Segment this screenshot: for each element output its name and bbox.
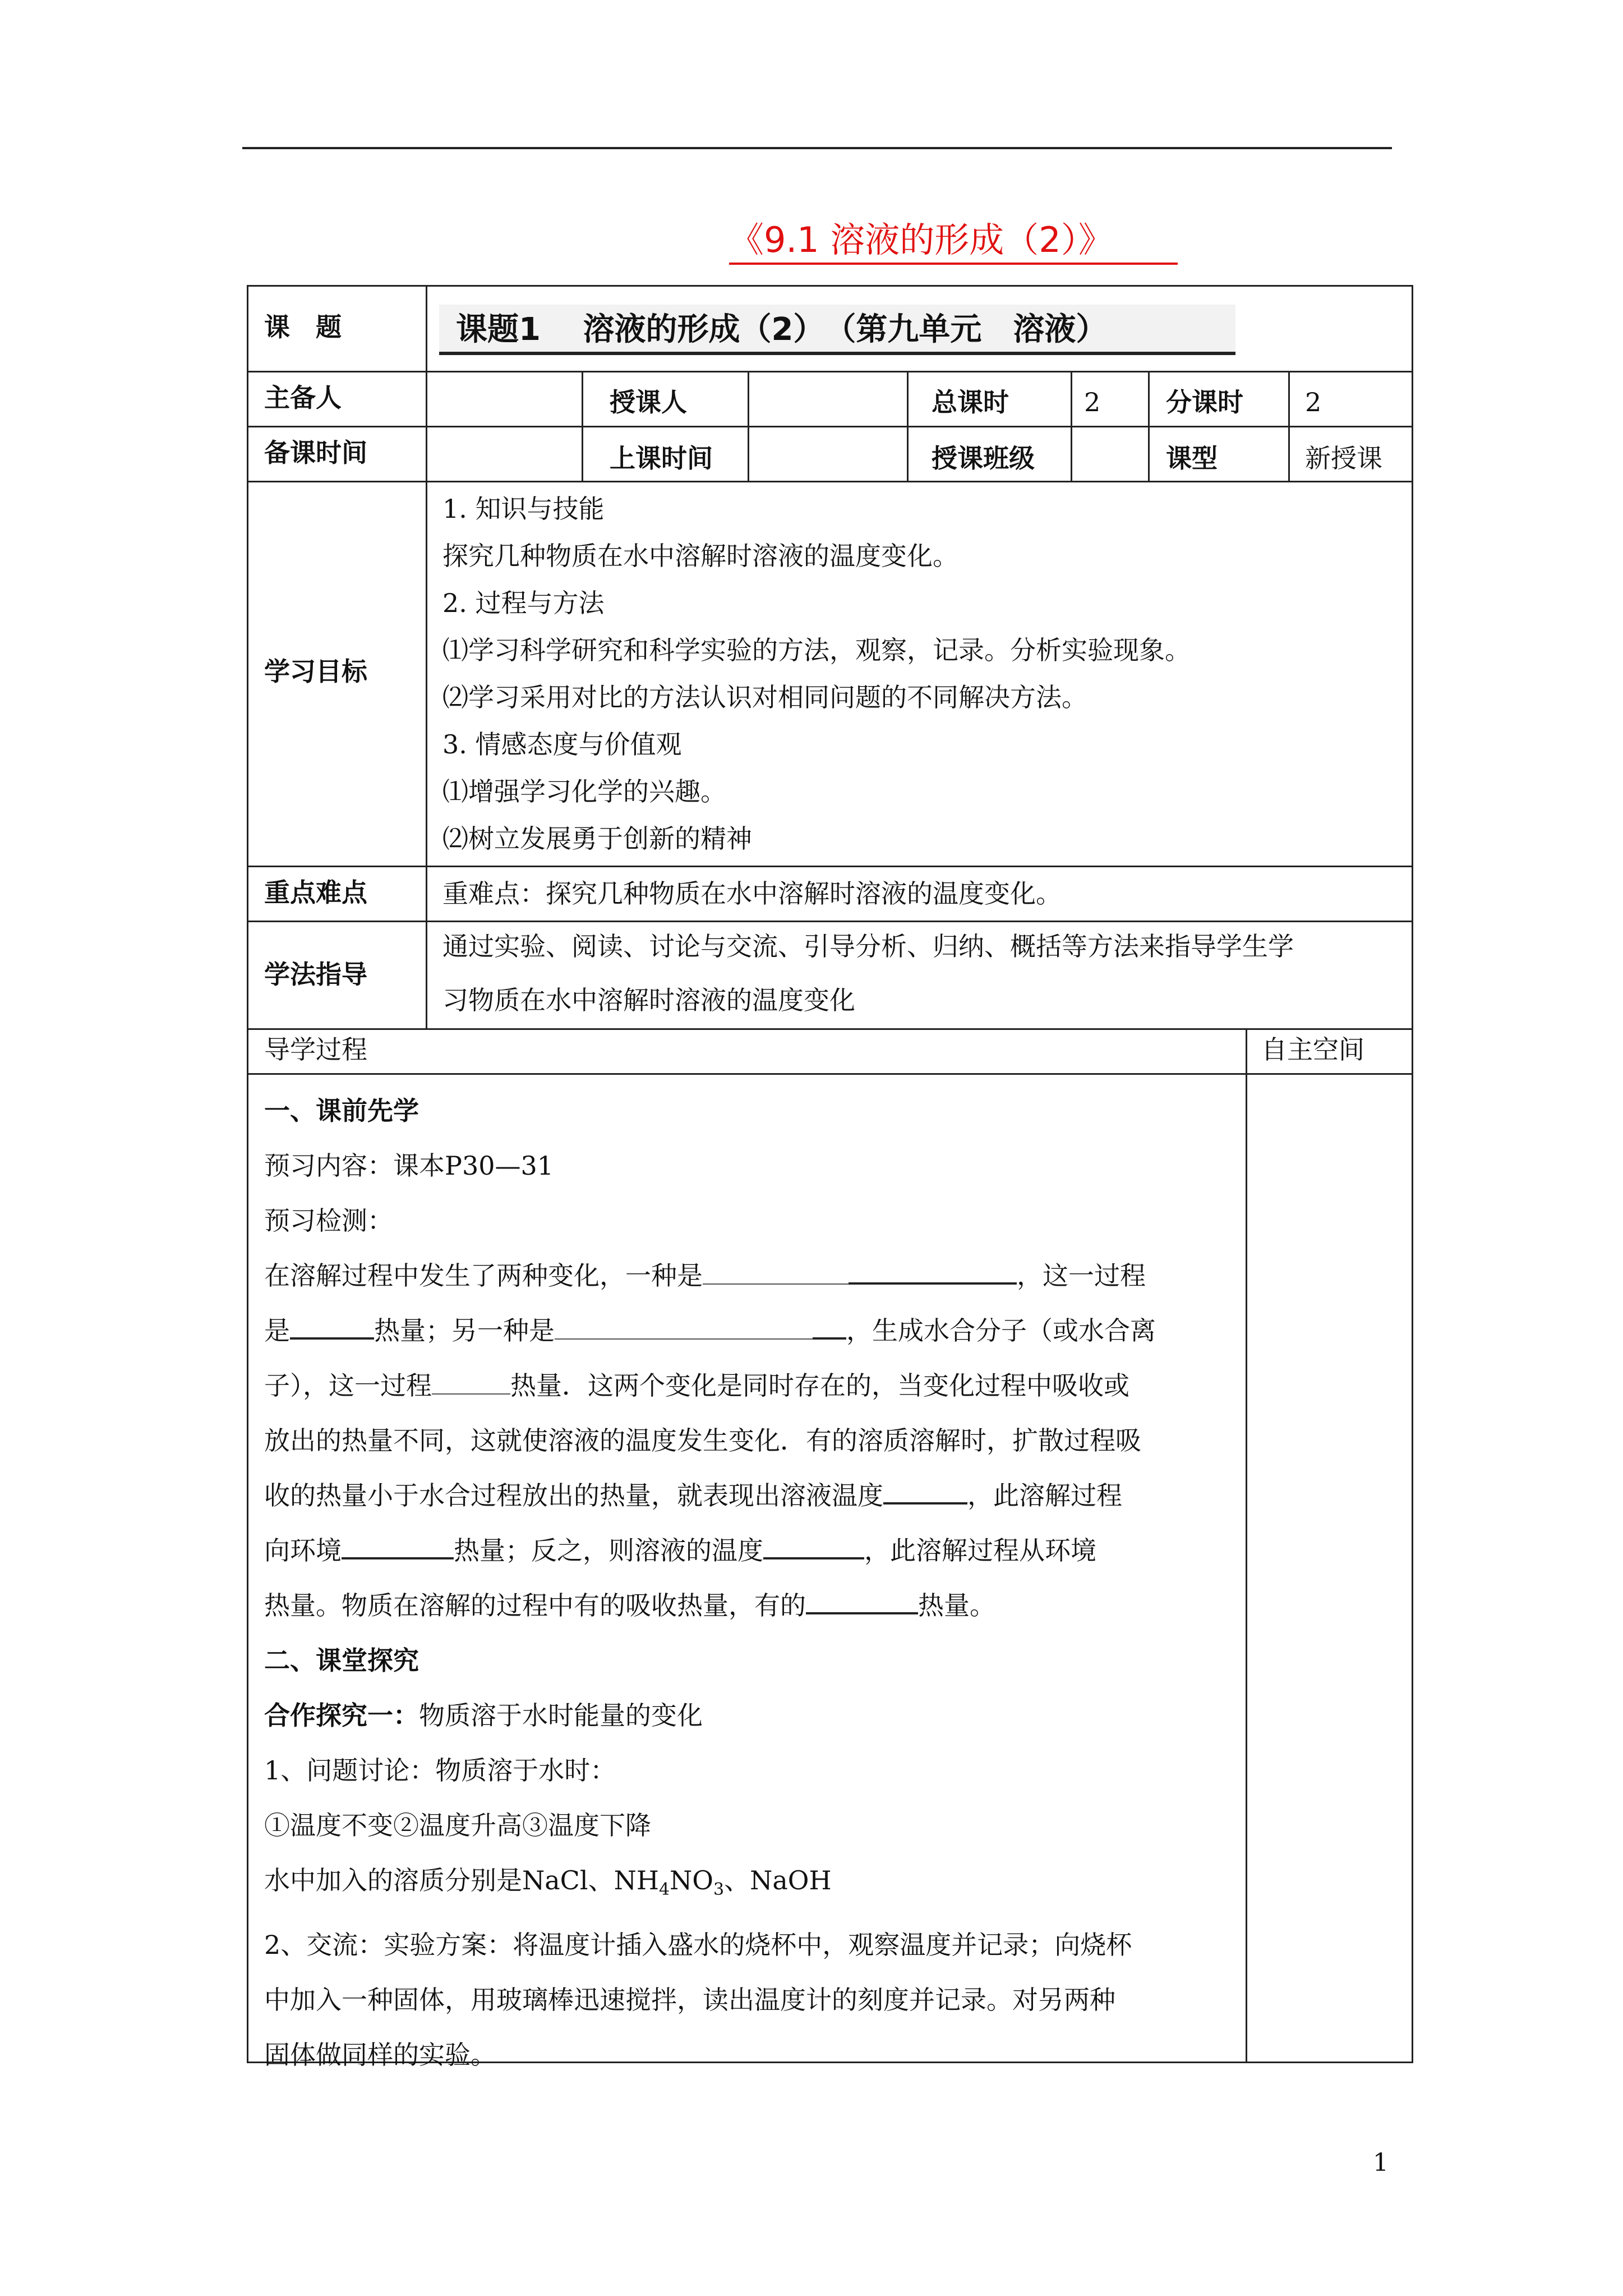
sub-hours-label: 分课时 xyxy=(1166,387,1243,417)
key-points-label: 重点难点 xyxy=(264,877,367,908)
blank-field[interactable] xyxy=(703,1259,849,1285)
key-points-text: 重难点：探究几种物质在水中溶解时溶液的温度变化。 xyxy=(442,878,1062,909)
blank-field[interactable] xyxy=(813,1313,846,1340)
lesson-type-label: 课型 xyxy=(1166,443,1218,473)
objective-line: 1. 知识与技能 xyxy=(442,494,605,524)
fill-line-2: 是 热量；另一种是 ，生成水合分子（或水合离 xyxy=(264,1303,1156,1358)
fill-line-1: 在溶解过程中发生了两种变化，一种是 ，这一过程 xyxy=(264,1248,1156,1303)
class-label: 授课班级 xyxy=(932,443,1035,473)
coop-inquiry: 合作探究一：物质溶于水时能量的变化 xyxy=(264,1700,703,1731)
blank-field[interactable] xyxy=(290,1313,374,1340)
row-divider xyxy=(248,1028,1412,1030)
row-divider xyxy=(248,426,1412,427)
total-hours-label: 总课时 xyxy=(932,387,1009,417)
teacher-label: 授课人 xyxy=(610,387,687,417)
row-divider xyxy=(248,371,1412,372)
objective-line: 探究几种物质在水中溶解时溶液的温度变化。 xyxy=(442,541,958,571)
lesson-type-value: 新授课 xyxy=(1305,443,1382,473)
objective-line: ⑴学习科学研究和科学实验的方法，观察，记录。分析实验现象。 xyxy=(442,635,1191,665)
preview-content: 预习内容：课本P30—31 xyxy=(264,1151,554,1181)
process-header: 导学过程 xyxy=(264,1034,367,1065)
preview-check: 预习检测： xyxy=(264,1205,393,1236)
method-line-1: 通过实验、阅读、讨论与交流、引导分析、归纳、概括等方法来指导学生学 xyxy=(442,931,1294,961)
question-2-line-3: 固体做同样的实验。 xyxy=(264,2040,496,2070)
objective-line: ⑴增强学习化学的兴趣。 xyxy=(442,776,726,807)
class-time-label: 上课时间 xyxy=(610,443,713,473)
page-number: 1 xyxy=(1373,2148,1389,2177)
header-rule xyxy=(242,147,1392,149)
row-divider xyxy=(248,921,1412,922)
column-divider xyxy=(1071,371,1072,481)
method-line-2: 习物质在水中溶解时溶液的温度变化 xyxy=(442,985,855,1015)
column-divider xyxy=(426,287,427,1028)
sub-hours-value: 2 xyxy=(1305,387,1322,417)
blank-field[interactable] xyxy=(555,1314,813,1340)
column-divider xyxy=(1148,371,1150,481)
column-divider xyxy=(907,371,909,481)
fill-line-3: 子），这一过程 热量．这两个变化是同时存在的，当变化过程中吸收或 xyxy=(264,1358,1156,1413)
preparer-label: 主备人 xyxy=(264,383,342,413)
blank-field[interactable] xyxy=(432,1369,510,1395)
blank-field[interactable] xyxy=(763,1533,864,1559)
row-divider xyxy=(248,866,1412,867)
topic-label: 课 题 xyxy=(264,312,342,342)
lesson-plan-table xyxy=(247,285,1413,2070)
document-title: 《9.1 溶液的形成（2）》 xyxy=(729,218,1178,265)
solutes-line: 水中加入的溶质分别是NaCl、$NH_4NO_3$、NaOH xyxy=(264,1865,832,1900)
total-hours-value: 2 xyxy=(1084,387,1101,417)
row-divider xyxy=(248,1073,1412,1075)
objectives-list xyxy=(442,485,1191,862)
fill-line-5: 收的热量小于水合过程放出的热量，就表现出溶液温度 ，此溶解过程 xyxy=(264,1468,1156,1523)
section-1-title: 一、课前先学 xyxy=(264,1096,419,1126)
blank-field[interactable] xyxy=(883,1478,967,1504)
question-1: 1、问题讨论：物质溶于水时： xyxy=(264,1755,616,1786)
blank-field[interactable] xyxy=(342,1533,454,1559)
blank-field[interactable] xyxy=(806,1588,918,1614)
text-line-4: 放出的热量不同，这就使溶液的温度发生变化．有的溶质溶解时，扩散过程吸 xyxy=(264,1425,1141,1456)
fill-line-7: 热量。物质在溶解的过程中有的吸收热量，有的 热量。 xyxy=(264,1578,1156,1633)
blank-field[interactable] xyxy=(849,1258,1017,1285)
self-space-header: 自主空间 xyxy=(1261,1034,1364,1065)
options-line: ①温度不变②温度升高③温度下降 xyxy=(264,1810,651,1841)
section-2-title: 二、课堂探究 xyxy=(264,1645,419,1676)
column-divider xyxy=(748,371,749,481)
fill-line-6: 向环境 热量；反之，则溶液的温度 ，此溶解过程从环境 xyxy=(264,1523,1156,1578)
prep-time-label: 备课时间 xyxy=(264,438,367,468)
column-divider xyxy=(1288,371,1290,481)
column-divider xyxy=(1246,1028,1247,2062)
row-divider xyxy=(248,481,1412,482)
method-label: 学法指导 xyxy=(264,959,367,990)
objective-line: ⑵树立发展勇于创新的精神 xyxy=(442,823,752,854)
question-2-line-1: 2、交流：实验方案：将温度计插入盛水的烧杯中，观察温度并记录；向烧杯 xyxy=(264,1930,1132,1961)
objective-line: ⑵学习采用对比的方法认识对相同问题的不同解决方法。 xyxy=(442,682,1087,712)
guided-learning-body xyxy=(264,1083,1156,2082)
objective-line: 3. 情感态度与价值观 xyxy=(442,729,682,760)
objectives-label: 学习目标 xyxy=(264,656,367,687)
question-2-line-2: 中加入一种固体，用玻璃棒迅速搅拌，读出温度计的刻度并记录。对另两种 xyxy=(264,1985,1115,2016)
objective-line: 2. 过程与方法 xyxy=(442,588,605,618)
topic-value: 课题1 溶液的形成（2） （第九单元 溶液） xyxy=(439,305,1235,355)
column-divider xyxy=(582,371,583,481)
